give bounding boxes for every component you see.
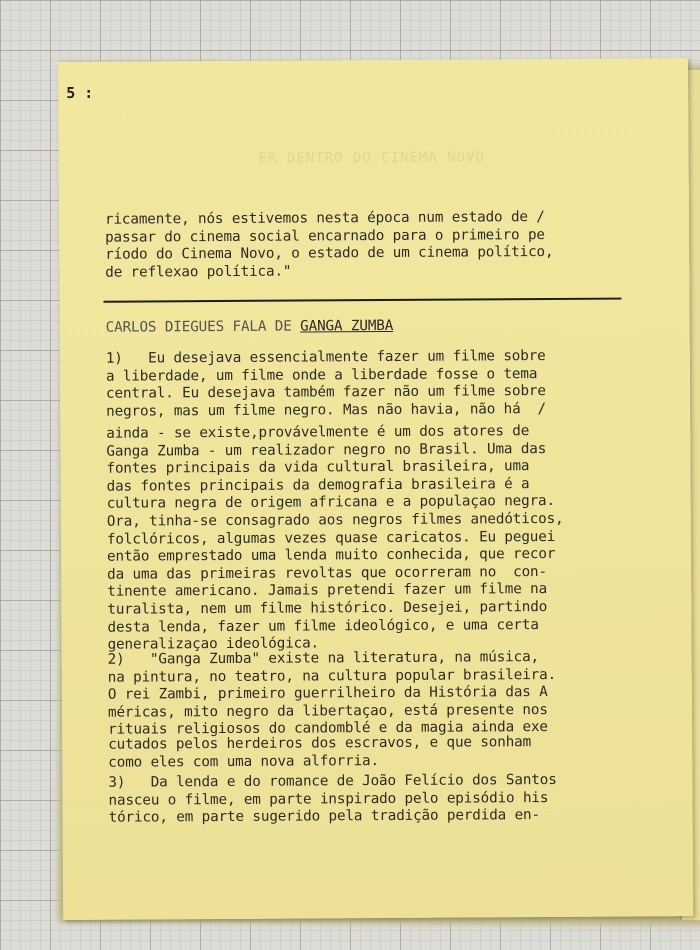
paragraph-1-part-a [106, 348, 631, 422]
paragraph-intro [105, 209, 630, 283]
text-line: 2) "Ganga Zumba" existe na literatura, na música, [107, 649, 540, 668]
text-line: como eles com uma nova alforria. [108, 752, 379, 771]
paragraph-3 [108, 771, 633, 827]
text-line: 1) Eu desejava essencialmente fazer um filme sobre [105, 348, 546, 367]
text-line: das fontes principais da demografia brasileira é a [106, 475, 530, 495]
text-line: ríodo do Cinema Novo, o estado de um cinema político, [105, 244, 554, 263]
horizontal-rule [103, 298, 621, 303]
paragraph-2-part-a [108, 649, 634, 740]
text-line: folclóricos, algumas vezes quase caricatos. Eu peguei [106, 528, 556, 548]
text-line: passar do cinema social encarnado para o primeiro pe [105, 226, 545, 246]
page-number: 5 : [66, 83, 94, 102]
text-line: tinente americano. Jamais pretendi fazer um filme na [107, 581, 548, 601]
text-line: negros, mas um filme negro. Mas não havia, não há / [106, 400, 546, 420]
text-line: cultura negra de origem africana e a populaçao negra. [106, 493, 555, 513]
text-line: tórico, em parte sugerido pela tradição perdida en- [108, 807, 541, 826]
text-line: cutados pelos herdeiros dos escravos, e que sonham [108, 734, 532, 753]
text-line: 3) Da lenda e do romance de João Felício dos Santos [108, 771, 557, 791]
text-line: então emprestado uma lenda muito conhecida, que recor [106, 546, 556, 565]
bleed-through-text: ER DENTRO DO CINEMA NOVO [258, 149, 485, 167]
paragraph-1-part-b [106, 423, 632, 655]
text-line: fontes principais da vida cultural brasileira, uma [106, 458, 530, 477]
heading-film-title: GANGA ZUMBA [300, 317, 394, 335]
text-line: na pintura, no teatro, na cultura popular brasileira. [107, 666, 557, 686]
text-line: de reflexao política." [105, 263, 292, 281]
typed-page [58, 58, 693, 920]
text-line: da uma das primeiras revoltas que ocorreram no con- [107, 563, 547, 583]
text-line: méricas, mito negro da libertaçao, está presente nos [107, 701, 548, 721]
text-line: O rei Zambi, primeiro guerrilheiro da História das A [107, 684, 548, 703]
text-line: Ora, tinha-se consagrado aos negros filmes anedóticos, [106, 510, 564, 530]
text-line: central. Eu desejava também fazer não um filme sobre [105, 383, 546, 402]
text-line: generalizaçao ideológica. [107, 635, 320, 653]
paragraph-2-part-b [108, 733, 633, 771]
heading-prefix: CARLOS DIEGUES FALA DE [105, 318, 301, 336]
text-line: desta lenda, fazer um filme ideológico, e uma certa [107, 616, 539, 636]
text-line: ricamente, nós estivemos nesta época num estado de / [104, 209, 545, 228]
text-line: a liberdade, um filme onde a liberdade fosse o tema [105, 365, 538, 385]
section-heading [106, 318, 394, 336]
text-line: ainda - se existe,provávelmente é um dos atores de [106, 423, 530, 442]
text-line: turalista, nem um filme histórico. Desejei, partindo [107, 598, 548, 618]
text-line: rituais religiosos do candomblé e da magia ainda exe [108, 719, 548, 739]
text-line: nasceu o filme, em parte inspirado pelo episódio his [108, 789, 549, 809]
text-line: Ganga Zumba - um realizador negro no Brasil. Uma das [106, 440, 547, 460]
